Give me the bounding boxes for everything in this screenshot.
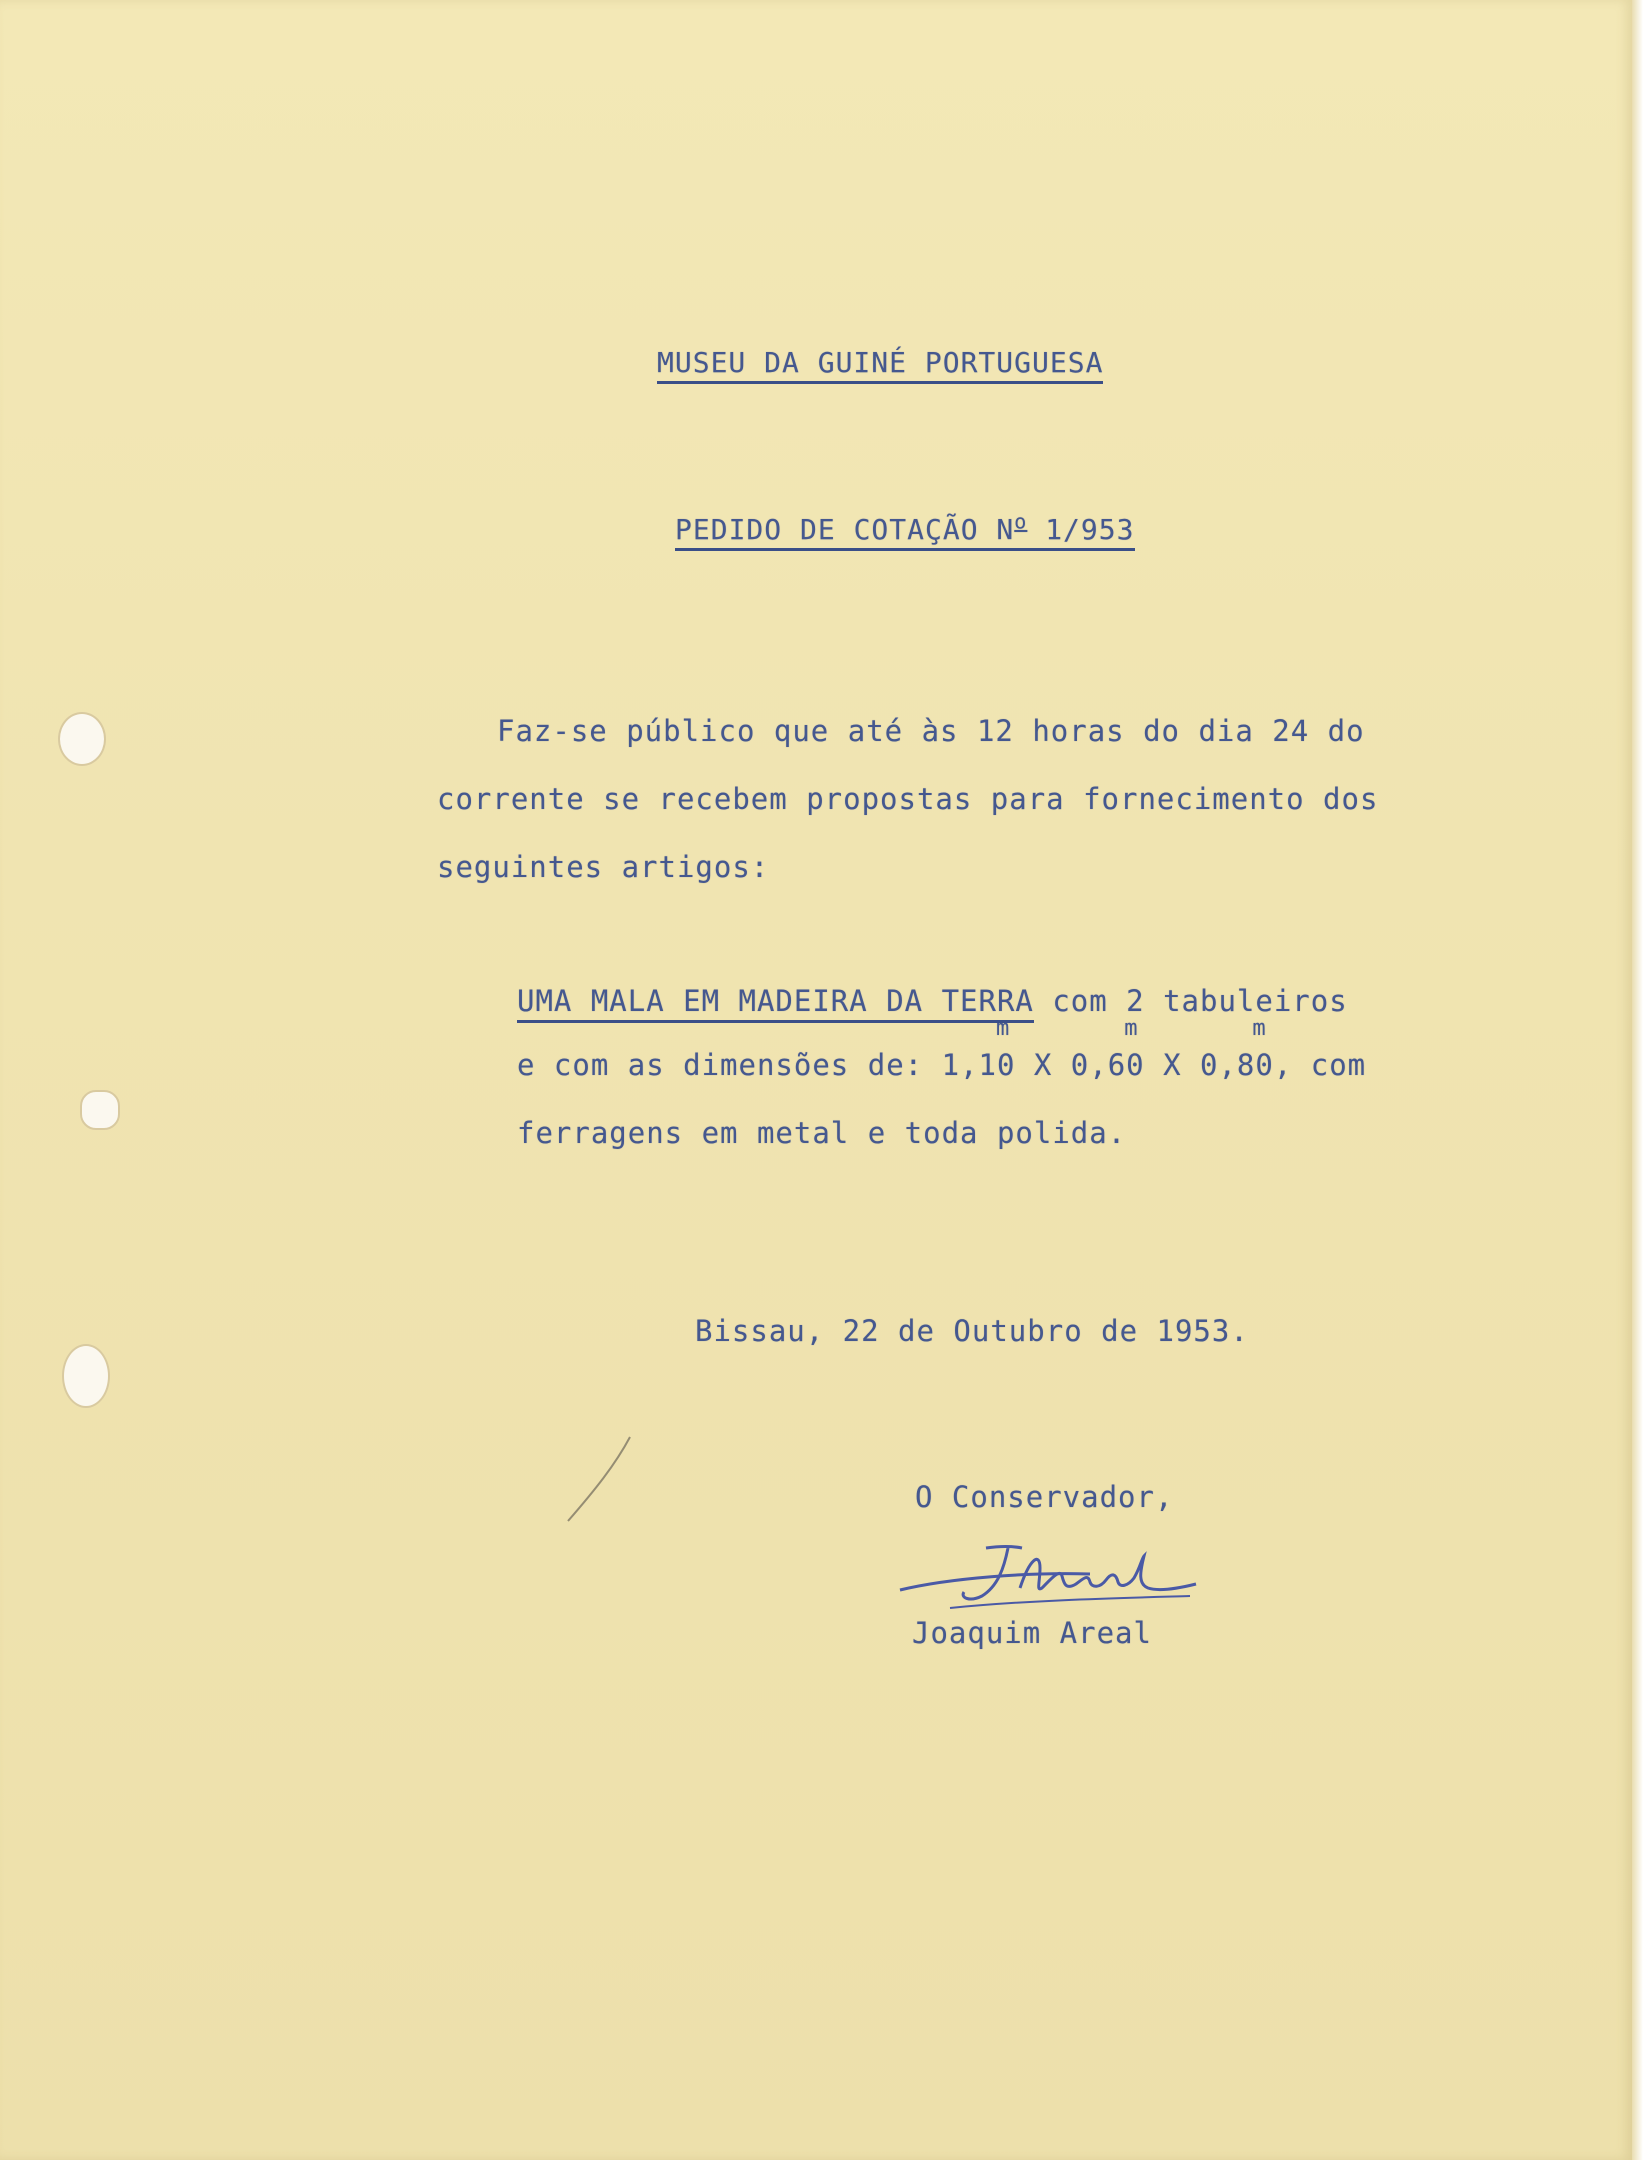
signer-role: O Conservador, xyxy=(915,1480,1174,1514)
item-line-1 xyxy=(517,984,1348,1018)
institution-heading xyxy=(657,346,1103,379)
body-line-3: seguintes artigos: xyxy=(437,850,770,884)
punch-hole-middle xyxy=(80,1090,120,1130)
item-line-3: ferragens em metal e toda polida. xyxy=(517,1116,1127,1150)
unit-marks: m m m xyxy=(996,1016,1267,1041)
document-title-ordinal: o xyxy=(1014,510,1028,534)
institution-heading-text: MUSEU DA GUINÉ PORTUGUESA xyxy=(657,346,1103,384)
body-line-1: Faz-se público que até às 12 horas do dia 24 do xyxy=(497,714,1365,748)
body-line-2: corrente se recebem propostas para fornecimento dos xyxy=(437,782,1379,816)
item-line-1-rest: com 2 tabuleiros xyxy=(1033,984,1348,1018)
document-title-underline xyxy=(675,510,1135,551)
signer-name: Joaquim Areal xyxy=(912,1616,1152,1650)
document-title-prefix: PEDIDO DE COTAÇÃO N xyxy=(675,513,1015,547)
punch-hole-top xyxy=(58,712,106,766)
pencil-mark xyxy=(560,1435,640,1525)
place-date: Bissau, 22 de Outubro de 1953. xyxy=(695,1314,1249,1348)
document-number: 1/953 xyxy=(1045,513,1135,547)
signature-image xyxy=(890,1538,1210,1618)
punch-hole-bottom xyxy=(62,1344,110,1408)
document-title xyxy=(675,510,1135,546)
item-name: UMA MALA EM MADEIRA DA TERRA xyxy=(517,984,1034,1023)
paper-edge xyxy=(1632,0,1643,2160)
item-line-2: e com as dimensões de: 1,10 X 0,60 X 0,80, com xyxy=(517,1048,1367,1082)
